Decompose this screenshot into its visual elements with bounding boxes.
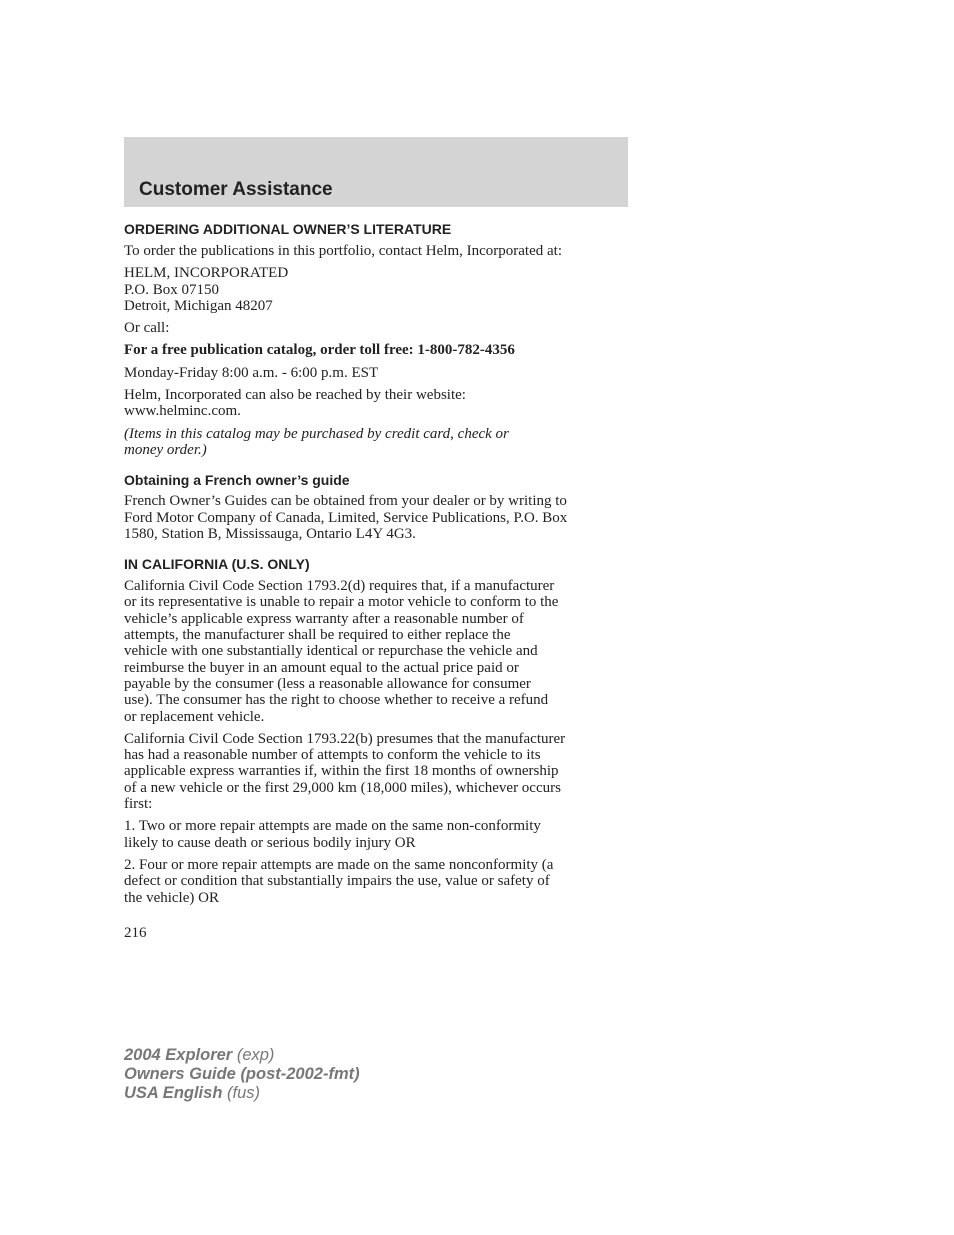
page-number: 216 <box>124 925 147 941</box>
paragraph-line: use). The consumer has the right to choose whether to receive a refund <box>124 692 549 709</box>
website-text: Helm, Incorporated can also be reached by their website: <box>124 387 466 404</box>
business-hours: Monday-Friday 8:00 a.m. - 6:00 p.m. EST <box>124 364 379 381</box>
list-item-2 <box>124 857 628 906</box>
payment-note-line: money order.) <box>124 441 207 458</box>
footer-line-language <box>124 1084 360 1103</box>
catalog-phone-line: For a free publication catalog, order toll free: 1-800-782-4356 <box>124 342 515 359</box>
paragraph-line: or its representative is unable to repair a motor vehicle to conform to the <box>124 594 559 611</box>
paragraph-line: California Civil Code Section 1793.22(b) presumes that the manufacturer <box>124 730 566 747</box>
footer-line-model <box>124 1046 360 1065</box>
or-call-text: Or call: <box>124 320 170 337</box>
address-line: Detroit, Michigan 48207 <box>124 297 273 314</box>
paragraph-line: has had a reasonable number of attempts to conform the vehicle to its <box>124 747 541 764</box>
paragraph-line: applicable express warranties if, within the first 18 months of ownership <box>124 763 559 780</box>
footer-line-guide <box>124 1065 360 1084</box>
page-content <box>124 221 628 912</box>
heading-ordering-literature: ORDERING ADDITIONAL OWNER’S LITERATURE <box>124 221 452 237</box>
footer-language: USA English <box>124 1084 223 1102</box>
address-line: P.O. Box 07150 <box>124 281 220 298</box>
paragraph-line: attempts, the manufacturer shall be required to either replace the <box>124 627 511 644</box>
document-footer <box>124 1046 360 1103</box>
ordering-intro: To order the publications in this portfolio, contact Helm, Incorporated at: <box>124 243 562 259</box>
footer-guide: Owners Guide (post-2002-fmt) <box>124 1065 360 1083</box>
website-paragraph <box>124 387 628 420</box>
california-paragraph-2 <box>124 731 628 812</box>
paragraph-line: payable by the consumer (less a reasonable allowance for consumer <box>124 675 531 692</box>
section-header-band <box>124 137 628 207</box>
paragraph-line: vehicle’s applicable express warranty after a reasonable number of <box>124 610 524 627</box>
paragraph-line: California Civil Code Section 1793.2(d) requires that, if a manufacturer <box>124 578 555 595</box>
paragraph-line: likely to cause death or serious bodily injury OR <box>124 834 416 851</box>
paragraph-line: or replacement vehicle. <box>124 708 265 725</box>
heading-california: IN CALIFORNIA (U.S. ONLY) <box>124 556 310 573</box>
footer-model-code: (exp) <box>236 1046 275 1064</box>
paragraph-line: 1. Two or more repair attempts are made on the same non-conformity <box>124 818 541 835</box>
california-paragraph-1 <box>124 578 628 725</box>
website-url: www.helminc.com. <box>124 403 241 420</box>
paragraph-line: French Owner’s Guides can be obtained from your dealer or by writing to <box>124 493 567 510</box>
footer-language-code: (fus) <box>227 1084 260 1102</box>
address-line: HELM, INCORPORATED <box>124 265 289 282</box>
paragraph-line: first: <box>124 796 153 813</box>
paragraph-line: of a new vehicle or the first 29,000 km (18,000 miles), whichever occurs <box>124 779 561 796</box>
paragraph-line: reimburse the buyer in an amount equal to the actual price paid or <box>124 659 519 676</box>
payment-note-line: (Items in this catalog may be purchased by credit card, check or <box>124 425 509 442</box>
helm-address <box>124 265 628 314</box>
paragraph-line: Ford Motor Company of Canada, Limited, Service Publications, P.O. Box <box>124 509 568 526</box>
list-item-1 <box>124 818 628 851</box>
page-title: Customer Assistance <box>139 179 333 200</box>
footer-model: 2004 Explorer <box>124 1046 233 1064</box>
paragraph-line: defect or condition that substantially impairs the use, value or safety of <box>124 873 550 890</box>
paragraph-line: vehicle with one substantially identical or repurchase the vehicle and <box>124 643 538 660</box>
paragraph-line: 2. Four or more repair attempts are made on the same nonconformity (a <box>124 856 554 873</box>
french-guide-paragraph <box>124 493 628 542</box>
heading-french-guide: Obtaining a French owner’s guide <box>124 472 350 489</box>
payment-note <box>124 426 628 459</box>
paragraph-line: the vehicle) OR <box>124 889 219 906</box>
paragraph-line: 1580, Station B, Mississauga, Ontario L4Y 4G3. <box>124 525 416 542</box>
